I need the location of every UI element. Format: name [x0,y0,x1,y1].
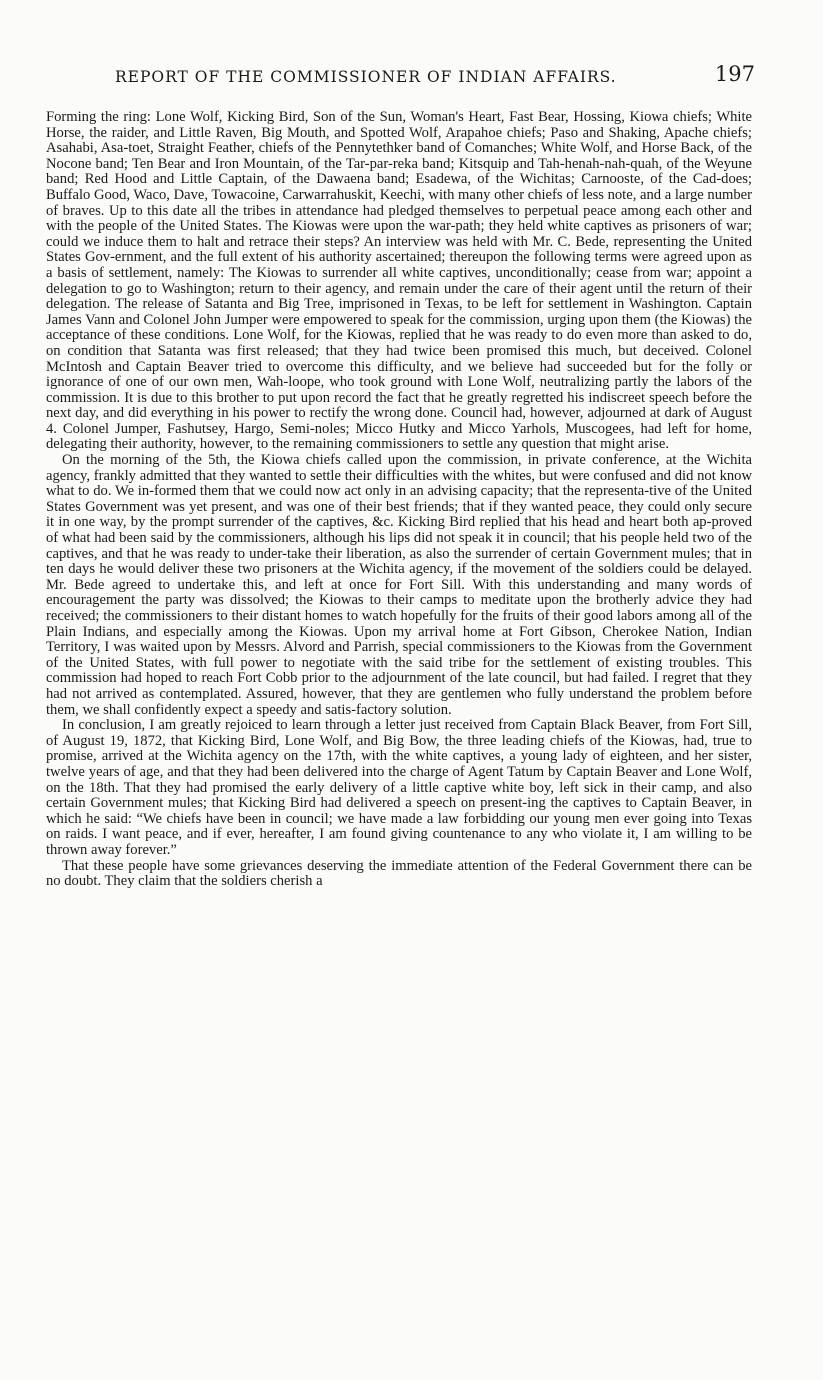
paragraph-ring: Forming the ring: Lone Wolf, Kicking Bird, Son of the Sun, Woman's Heart, Fast Bear, Hossing, Kiowa chiefs; White Horse, the raider, and Little Raven, Big Mouth, and Spotted Wolf, Arapahoe chiefs; Paso and Shaking, Apache chiefs; Asahabi, Asa-toet, Straight Feather, chiefs of the Pennytethker band of Comanches; White Wolf, and Horse Back, of the Nocone band; Ten Bear and Iron Mountain, of the Tar-par-reka band; Kitsquip and Tah-henah-nah-quah, of the Weyune band; Red Hood and Little Captain, of the Dawaena band; Esadewa, of the Wichitas; Carnooste, of the Cad-does; Buffalo Good, Waco, Dave, Towacoine, Carwarrahuskit, Keechi, with many other chiefs of less note, and a large number of braves. Up to this date all the tribes in attendance had pledged themselves to perpetual peace among each other and with the people of the United States. The Kiowas were upon the war-path; they held white captives as prisoners of war; could we induce them to halt and retrace their steps? An interview was held with Mr. C. Bede, representing the United States Gov-ernment, and the full extent of his authority ascertained; thereupon the following terms were agreed upon as a basis of settlement, namely: The Kiowas to surrender all white captives, unconditionally; cease from war; appoint a delegation to go to Washington; return to their agency, and remain under the care of their agent until the return of their delegation. The release of Satanta and Big Tree, imprisoned in Texas, to be left for settlement in Washington. Captain James Vann and Colonel John Jumper were empowered to speak for the commission, urging upon them (the Kiowas) the acceptance of these conditions. Lone Wolf, for the Kiowas, replied that he was ready to do even more than asked to do, on condition that Satanta was first released; that they had twice been promised this much, but deceived. Colonel McIntosh and Captain Beaver tried to overcome this difficulty, and we believe had succeeded but for the folly or ignorance of one of our own men, Wah-loope, who took ground with Lone Wolf, neutralizing partly the labors of the commission. It is due to this brother to put upon record the fact that he greatly regretted his indiscreet speech before the next day, and did everything in his power to rectify the wrong done. Council had, however, adjourned at dark of August 4. Colonel Jumper, Fashutsey, Hargo, Semi-noles; Micco Hutky and Micco Yarhols, Muscogees, had left for home, delegating their authority, however, to the remaining commissioners to settle any question that might arise. [46,109,752,453]
page-header [45,62,755,92]
paragraph-grievances: That these people have some grievances deserving the immediate attention of the Federal Government there can be no doubt. They claim that the soldiers cherish a [46,857,752,890]
body-text [46,110,752,890]
paragraph-conclusion: In conclusion, I am greatly rejoiced to learn through a letter just received from Captain Black Beaver, from Fort Sill, of August 19, 1872, that Kicking Bird, Lone Wolf, and Big Bow, the three leading chiefs of the Kiowas, had, true to promise, arrived at the Wichita agency on the 17th, with the white captives, a young lady of eighteen, and her sister, twelve years of age, and that they had been delivered into the charge of Agent Tatum by Captain Beaver and Lone Wolf, on the 18th. That they had promised the early delivery of a little captive white boy, left sick in their camp, and also certain Government mules; that Kicking Bird had delivered a speech on present-ing the captives to Captain Beaver, in which he said: “We chiefs have been in council; we have made a law forbidding our young men ever going into Texas on raids. I want peace, and if ever, hereafter, I am found giving countenance to any who violate it, I am willing to be thrown away forever.” [46,717,752,858]
page-number: 197 [714,62,755,86]
running-head: REPORT OF THE COMMISSIONER OF INDIAN AFFAIRS. [115,68,617,86]
paragraph-morning: On the morning of the 5th, the Kiowa chiefs called upon the commission, in private conference, at the Wichita agency, frankly admitted that they wanted to settle their difficulties with the whites, but were confused and did not know what to do. We in-formed them that we could now act only in an advising capacity; that the representa-tive of the United States Government was yet present, and was one of their best friends; that if they wanted peace, they could only secure it in one way, by the prompt surrender of the captives, &c. Kicking Bird replied that his head and heart both ap-proved of what had been said by the commissioners, although his lips did not speak it in council; that his people held two of the captives, and that he was ready to under-take their liberation, as also the surrender of certain Government mules; that in ten days he would deliver these two prisoners at the Wichita agency, if the movement of the soldiers could be delayed. Mr. Bede agreed to undertake this, and left at once for Fort Sill. With this understanding and many words of encouragement the party was dissolved; the Kiowas to their camps to meditate upon the brotherly advice they had received; the commissioners to their distant homes to watch hopefully for the fruits of their good labors among all of the Plain Indians, and especially among the Kiowas. Upon my arrival home at Fort Gibson, Cherokee Nation, Indian Territory, I was waited upon by Messrs. Alvord and Parrish, special commissioners to the Kiowas from the Government of the United States, with full power to negotiate with the said tribe for the settlement of existing troubles. This commission had hoped to reach Fort Cobb prior to the adjournment of the late council, but had failed. I regret that they had not arrived as contemplated. Assured, however, that they are gentlemen who fully understand the problem before them, we shall confidently expect a speedy and satis-factory solution. [46,452,752,718]
